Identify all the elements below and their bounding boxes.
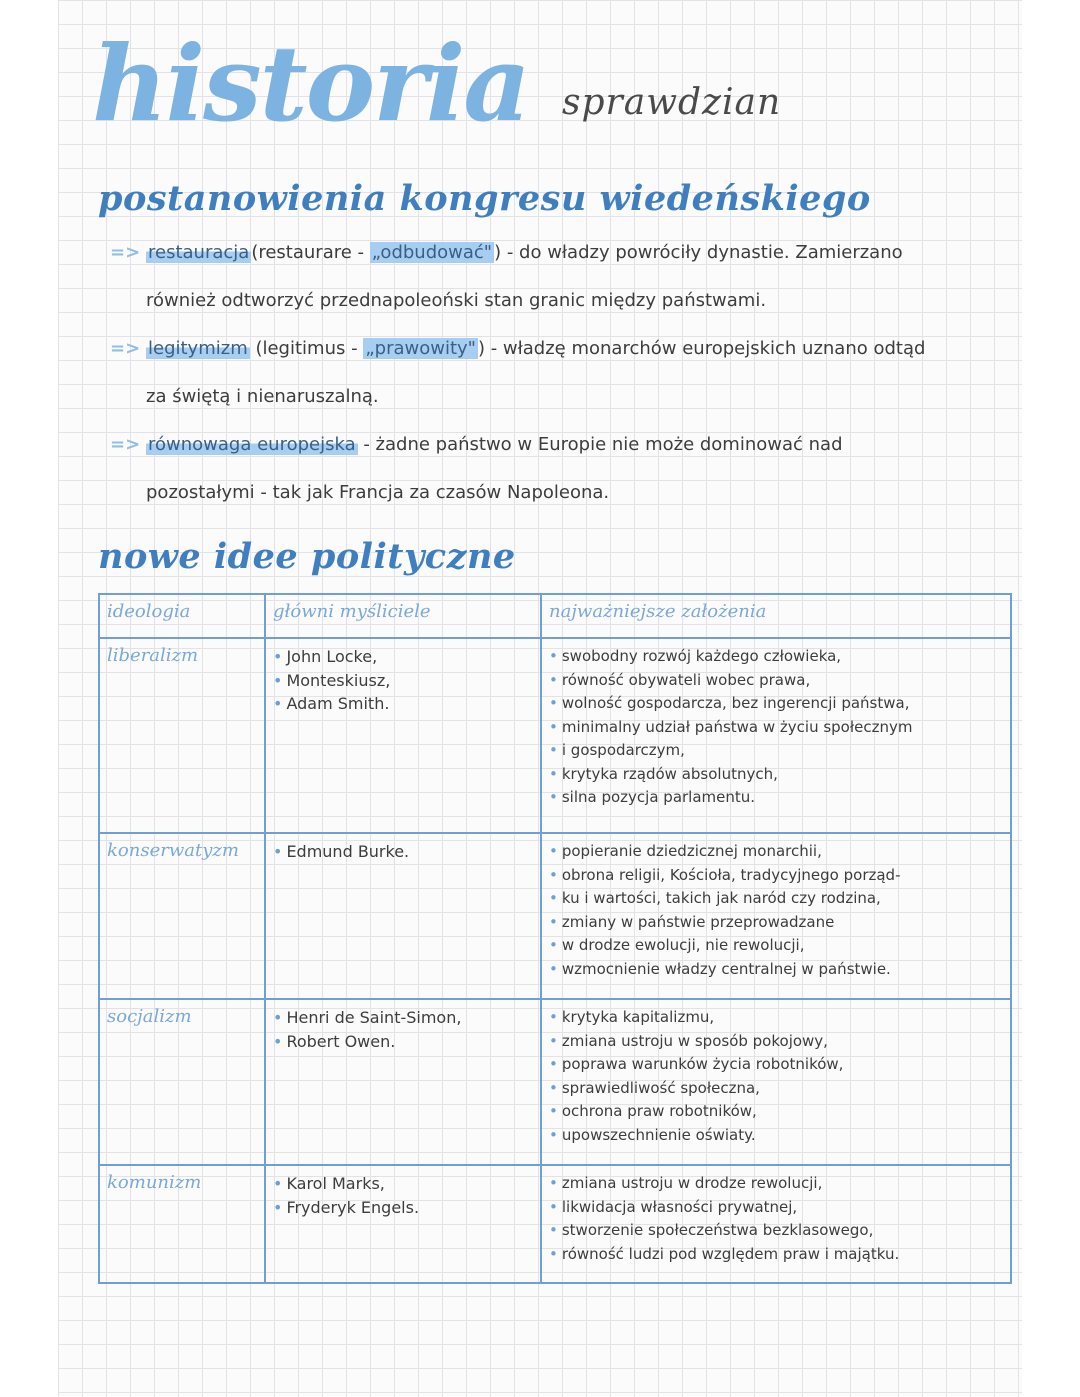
list-item: • Robert Owen. [273, 1030, 533, 1054]
table-row [99, 638, 1011, 833]
term-etymology-close: ) [494, 242, 502, 263]
list-item: • ochrona praw robotników, [549, 1100, 1003, 1124]
term-translation: „prawowity" [365, 338, 476, 359]
assumptions-cell [541, 638, 1011, 833]
list-item: • poprawa warunków życia robotników, [549, 1053, 1003, 1077]
term-highlight: legitymizm [148, 338, 248, 359]
list-item: • równość ludzi pod względem praw i majątku. [549, 1243, 1003, 1267]
column-header: najważniejsze założenia [541, 594, 1011, 638]
term-definition: - władzę monarchów europejskich uznano odtąd [484, 338, 926, 359]
list-item: • krytyka kapitalizmu, [549, 1006, 1003, 1030]
list-item: • ku i wartości, takich jak naród czy rodzina, [549, 887, 1003, 911]
list-item: • Henri de Saint-Simon, [273, 1006, 533, 1030]
assumptions-cell [541, 999, 1011, 1165]
column-header: ideologia [99, 594, 265, 638]
term-highlight: równowaga europejska [148, 434, 356, 455]
list-item: • obrona religii, Kościoła, tradycyjnego porząd- [549, 864, 1003, 888]
list-item: • likwidacja własności prywatnej, [549, 1196, 1003, 1220]
assumptions-cell [541, 1165, 1011, 1283]
list-item: • swobodny rozwój każdego człowieka, [549, 645, 1003, 669]
list-item: • wolność gospodarcza, bez ingerencji państwa, [549, 692, 1003, 716]
ideology-cell: komunizm [99, 1165, 265, 1283]
page-title: historia [92, 22, 529, 145]
column-header: główni myśliciele [265, 594, 541, 638]
list-item: • zmiana ustroju w drodze rewolucji, [549, 1172, 1003, 1196]
arrow-icon: => [110, 242, 141, 263]
term-highlight: restauracja [148, 242, 250, 263]
ideology-cell: konserwatyzm [99, 833, 265, 999]
term-definition: - do władzy powróciły dynastie. Zamierzano [501, 242, 903, 263]
congress-item-balance [110, 434, 843, 455]
assumptions-cell [541, 833, 1011, 999]
list-item: • i gospodarczym, [549, 739, 1003, 763]
list-item: • John Locke, [273, 645, 533, 669]
congress-item-restoration [110, 242, 903, 263]
list-item: • Karol Marks, [273, 1172, 533, 1196]
thinkers-cell [265, 638, 541, 833]
list-item: • zmiany w państwie przeprowadzane [549, 911, 1003, 935]
arrow-icon: => [110, 434, 141, 455]
section-heading-ideas: nowe idee polityczne [98, 536, 516, 577]
thinkers-cell [265, 1165, 541, 1283]
list-item: • Monteskiusz, [273, 669, 533, 693]
list-item: • minimalny udział państwa w życiu społecznym [549, 716, 1003, 740]
list-item: • popieranie dziedzicznej monarchii, [549, 840, 1003, 864]
thinkers-cell [265, 833, 541, 999]
term-etymology-close: ) [477, 338, 485, 359]
ideology-cell: socjalizm [99, 999, 265, 1165]
table-row [99, 833, 1011, 999]
page-subtitle: sprawdzian [562, 82, 782, 123]
table-header-row [99, 594, 1011, 638]
list-item: • sprawiedliwość społeczna, [549, 1077, 1003, 1101]
table-row [99, 999, 1011, 1165]
list-item: • stworzenie społeczeństwa bezklasowego, [549, 1219, 1003, 1243]
term-etymology-open: (restaurare - [251, 242, 370, 263]
ideology-cell: liberalizm [99, 638, 265, 833]
list-item: • zmiana ustroju w sposób pokojowy, [549, 1030, 1003, 1054]
term-definition: - żadne państwo w Europie nie może dominować nad [357, 434, 843, 455]
list-item: • wzmocnienie władzy centralnej w państwie. [549, 958, 1003, 982]
list-item: • równość obywateli wobec prawa, [549, 669, 1003, 693]
term-etymology-open: (legitimus - [249, 338, 364, 359]
thinkers-cell [265, 999, 541, 1165]
list-item: • silna pozycja parlamentu. [549, 786, 1003, 810]
section-heading-congress: postanowienia kongresu wiedeńskiego [98, 178, 871, 219]
list-item: • Edmund Burke. [273, 840, 533, 864]
congress-item-continuation: pozostałymi - tak jak Francja za czasów Napoleona. [146, 482, 610, 503]
list-item: • Adam Smith. [273, 692, 533, 716]
congress-item-legitimism [110, 338, 925, 359]
congress-item-continuation: również odtworzyć przednapoleoński stan granic między państwami. [146, 290, 767, 311]
congress-item-continuation: za świętą i nienaruszalną. [146, 386, 379, 407]
list-item: • w drodze ewolucji, nie rewolucji, [549, 934, 1003, 958]
arrow-icon: => [110, 338, 141, 359]
term-translation: „odbudować" [371, 242, 493, 263]
ideas-table [98, 593, 1012, 1284]
list-item: • Fryderyk Engels. [273, 1196, 533, 1220]
table-row [99, 1165, 1011, 1283]
list-item: • krytyka rządów absolutnych, [549, 763, 1003, 787]
list-item: • upowszechnienie oświaty. [549, 1124, 1003, 1148]
